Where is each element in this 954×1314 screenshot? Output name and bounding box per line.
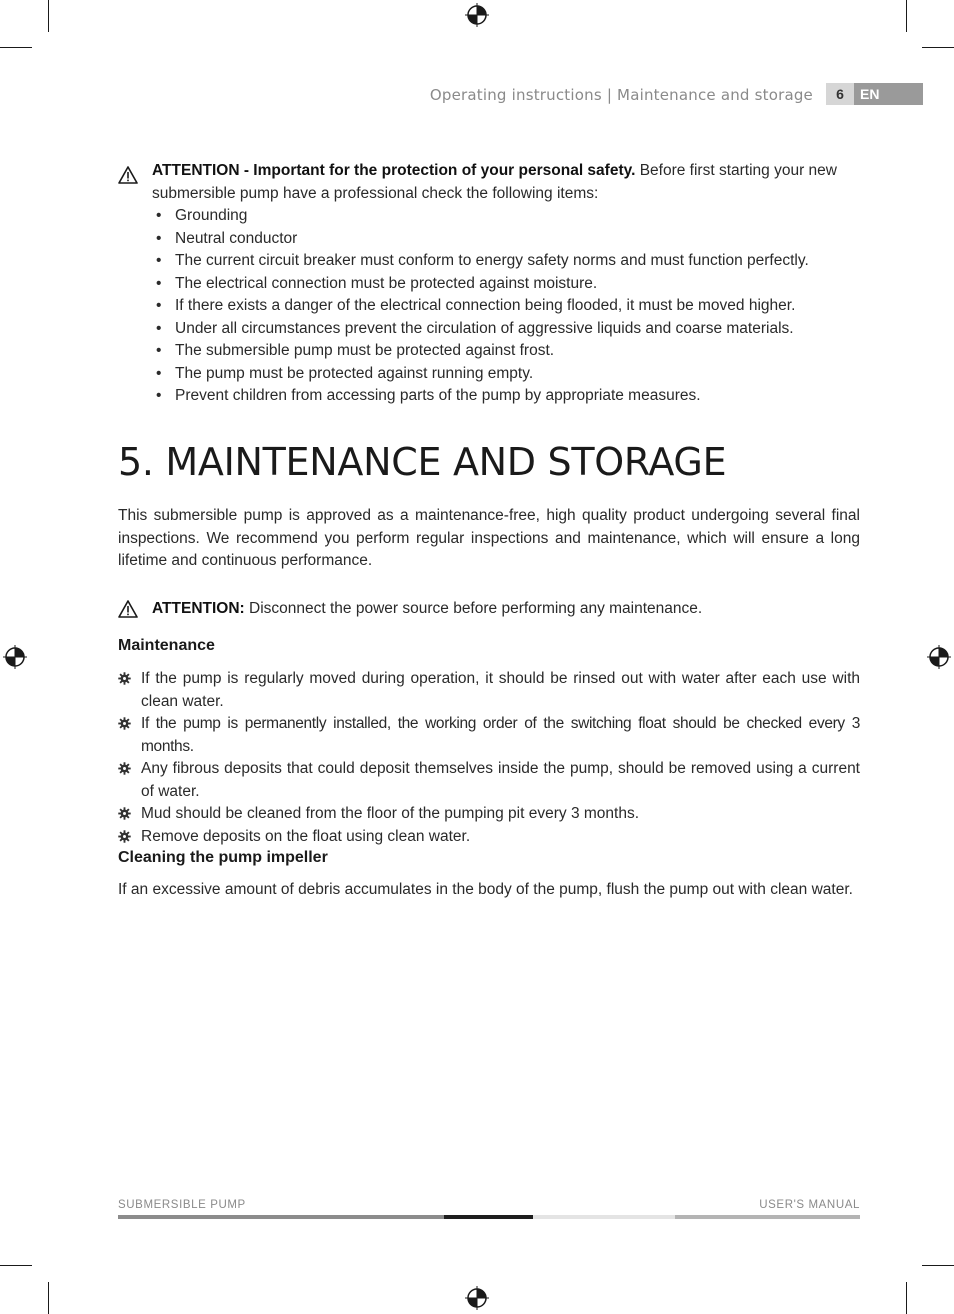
list-item: • The submersible pump must be protected against frost. [156,342,555,359]
footer-bar [675,1215,860,1219]
footer-doc-type: USER'S MANUAL [759,1199,860,1211]
maintenance-warning [118,598,860,621]
cleaning-text: If an excessive amount of debris accumulates in the body of the pump, flush the pump out with clean water. [118,881,853,898]
registration-mark-icon [465,3,489,27]
safety-warning-text [152,160,860,408]
attention-text: Disconnect the power source before performing any maintenance. [244,600,703,617]
attention-lead: ATTENTION: [152,600,245,617]
crop-mark [0,1265,32,1266]
breadcrumb: Operating instructions | Maintenance and storage [429,86,813,104]
list-item: • The current circuit breaker must conform to energy safety norms and must function perfectly. [156,252,809,269]
registration-mark-icon [465,1286,489,1310]
crop-mark [906,0,907,32]
list-item: If the pump is regularly moved during operation, it should be rinsed out with water after each use with clean water. [118,668,860,713]
maintenance-list [118,668,860,848]
language-badge: EN [854,83,923,105]
cleaning-heading: Cleaning the pump impeller [118,849,328,866]
list-item: • Neutral conductor [156,229,298,247]
crop-mark [922,47,954,48]
warning-triangle-icon [118,166,138,184]
safety-warning-body: Before first starting your new submersible pump have a professional check the following items: [152,162,837,202]
gear-bullet-icon [118,672,131,685]
section-title: 5. MAINTENANCE AND STORAGE [118,440,727,484]
crop-mark [48,1282,49,1314]
safety-warning [118,160,860,408]
footer-bar [533,1215,675,1219]
safety-checklist [152,205,860,408]
gear-bullet-icon [118,762,131,775]
safety-warning-lead: ATTENTION - Important for the protection of your personal safety. [152,162,636,179]
list-item: • The electrical connection must be protected against moisture. [156,274,598,292]
list-item: Remove deposits on the float using clean water. [118,826,860,849]
crop-mark [0,47,32,48]
registration-mark-icon [3,645,27,669]
page-number: 6 [826,83,854,105]
list-item: Any fibrous deposits that could deposit themselves inside the pump, should be removed using a current of water. [118,758,860,803]
crop-mark [48,0,49,32]
footer-product: SUBMERSIBLE PUMP [118,1199,246,1211]
list-item: • Grounding [156,207,248,224]
gear-bullet-icon [118,807,131,820]
registration-mark-icon [927,645,951,669]
section-intro: This submersible pump is approved as a maintenance-free, high quality product undergoing several final inspections. We recommend you perform regular inspections and maintenance, which will ensure a long lifetime and continuous performance. [118,507,860,569]
list-item: Mud should be cleaned from the floor of the pumping pit every 3 months. [118,803,860,826]
list-item: • The pump must be protected against running empty. [156,364,534,382]
gear-bullet-icon [118,830,131,843]
footer-bar [118,1215,444,1219]
crop-mark [922,1265,954,1266]
list-item: • Prevent children from accessing parts of the pump by appropriate measures. [156,387,701,404]
list-item: If the pump is permanently installed, the working order of the switching float should be checked every 3 months. [118,713,860,758]
list-item: • Under all circumstances prevent the circulation of aggressive liquids and coarse materials. [156,319,794,337]
crop-mark [906,1282,907,1314]
footer-bar [444,1215,533,1219]
warning-triangle-icon [118,600,138,618]
list-item: • If there exists a danger of the electrical connection being flooded, it must be moved higher. [156,297,796,314]
gear-bullet-icon [118,717,131,730]
maintenance-heading: Maintenance [118,637,215,654]
